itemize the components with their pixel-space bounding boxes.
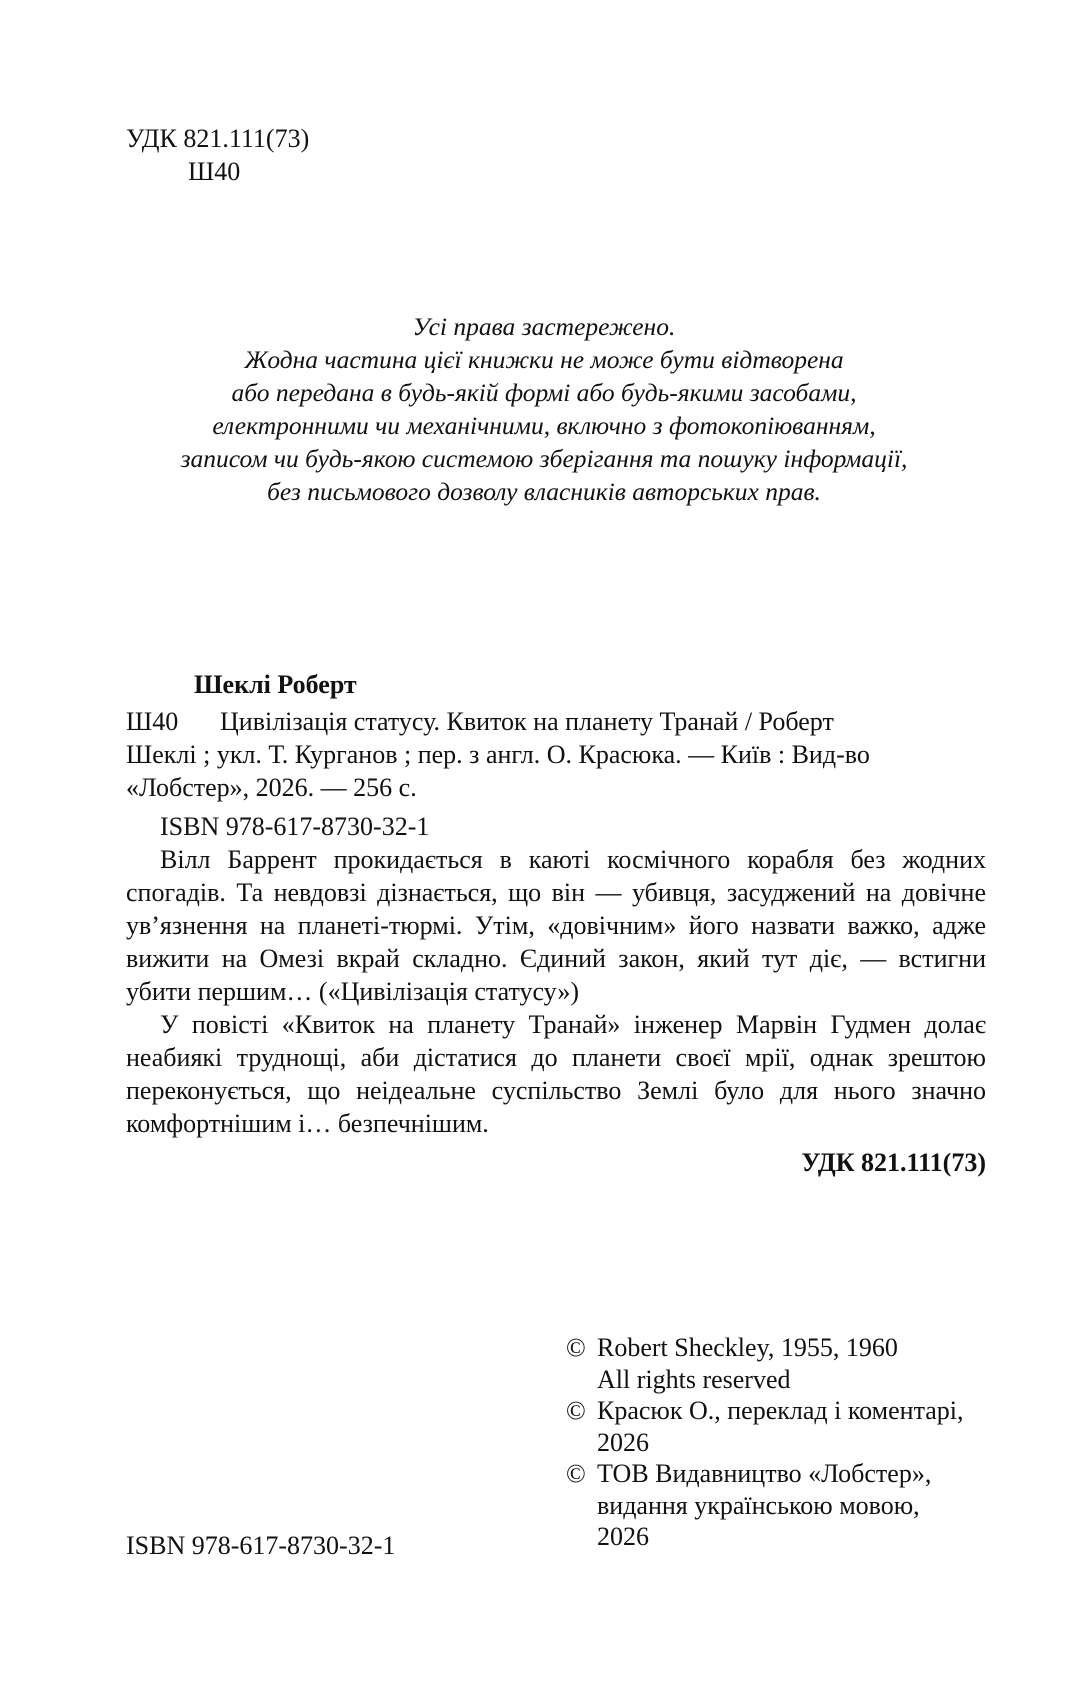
author-mark: Ш40 [188, 157, 241, 186]
rights-line: Усі права застережено. [412, 312, 676, 341]
catalog-entry [126, 668, 986, 1179]
copyright-line: Robert Sheckley, 1955, 1960 [597, 1333, 898, 1362]
copyright-symbol: © [566, 1333, 586, 1362]
rights-line: електронними чи механічними, включно з фотокопіюванням, [212, 411, 876, 440]
copyright-line: Красюк О., переклад і коментарі, [597, 1396, 964, 1425]
copyright-line: All rights reserved [597, 1364, 791, 1394]
rights-line: записом чи будь-якою системою зберігання та пошуку інформації, [180, 444, 908, 473]
catalog-title-line: Шеклі ; укл. Т. Курганов ; пер. з англ. О. Красюка. — Київ : Вид-во [126, 740, 870, 769]
catalog-author: Шеклі Роберт [194, 670, 357, 699]
footer-isbn: ISBN 978-617-8730-32-1 [126, 1531, 396, 1560]
catalog-isbn: ISBN 978-617-8730-32-1 [160, 812, 430, 841]
copyright-item [566, 1332, 996, 1395]
copyright-item [566, 1458, 996, 1553]
copyright-symbol: © [566, 1459, 586, 1488]
copyright-line: 2026 [597, 1522, 649, 1551]
catalog-record [126, 705, 986, 738]
catalog-code: Ш40 [126, 707, 179, 736]
catalog-title-line: «Лобстер», 2026. — 256 с. [126, 773, 417, 802]
rights-line: або передана в будь-якій формі або будь-якими засобами, [231, 378, 857, 407]
copyright-line: видання українською мовою, [597, 1490, 920, 1520]
annotation-paragraph: У повісті «Квиток на планету Транай» інженер Марвін Гудмен долає неабиякі труднощі, аби дістатися до планети своєї мрії, однак зрештою переконується, що неідеальне суспільство Землі було для нього значно комфортнішим і… безпечнішим. [126, 1010, 986, 1138]
copyright-block [566, 1332, 996, 1553]
catalog-udk: УДК 821.111(73) [801, 1148, 986, 1177]
copyright-symbol: © [566, 1396, 586, 1425]
catalog-title-line: Цивілізація статусу. Квиток на планету Транай / Роберт [220, 707, 834, 736]
header-classification [126, 122, 309, 188]
rights-notice [0, 310, 1088, 508]
udk-code: УДК 821.111(73) [126, 124, 310, 153]
copyright-item [566, 1395, 996, 1458]
annotation-paragraph: Вілл Баррент прокидається в каюті космічного корабля без жодних спогадів. Та невдовзі дізнається, що він — убивця, засуджений на довічне ув’язнення на планеті-тюрмі. Утім, «довічним» його назвати важко, адже вижити на Омезі вкрай складно. Єдиний закон, який тут діє, — встигни убити першим… («Цивілізація статусу») [126, 845, 986, 1006]
copyright-line: ТОВ Видавництво «Лобстер», [597, 1459, 932, 1488]
rights-line: Жодна частина цієї книжки не може бути відтворена [244, 345, 844, 374]
copyright-line: 2026 [597, 1427, 649, 1457]
rights-line: без письмового дозволу власників авторських прав. [267, 477, 821, 506]
